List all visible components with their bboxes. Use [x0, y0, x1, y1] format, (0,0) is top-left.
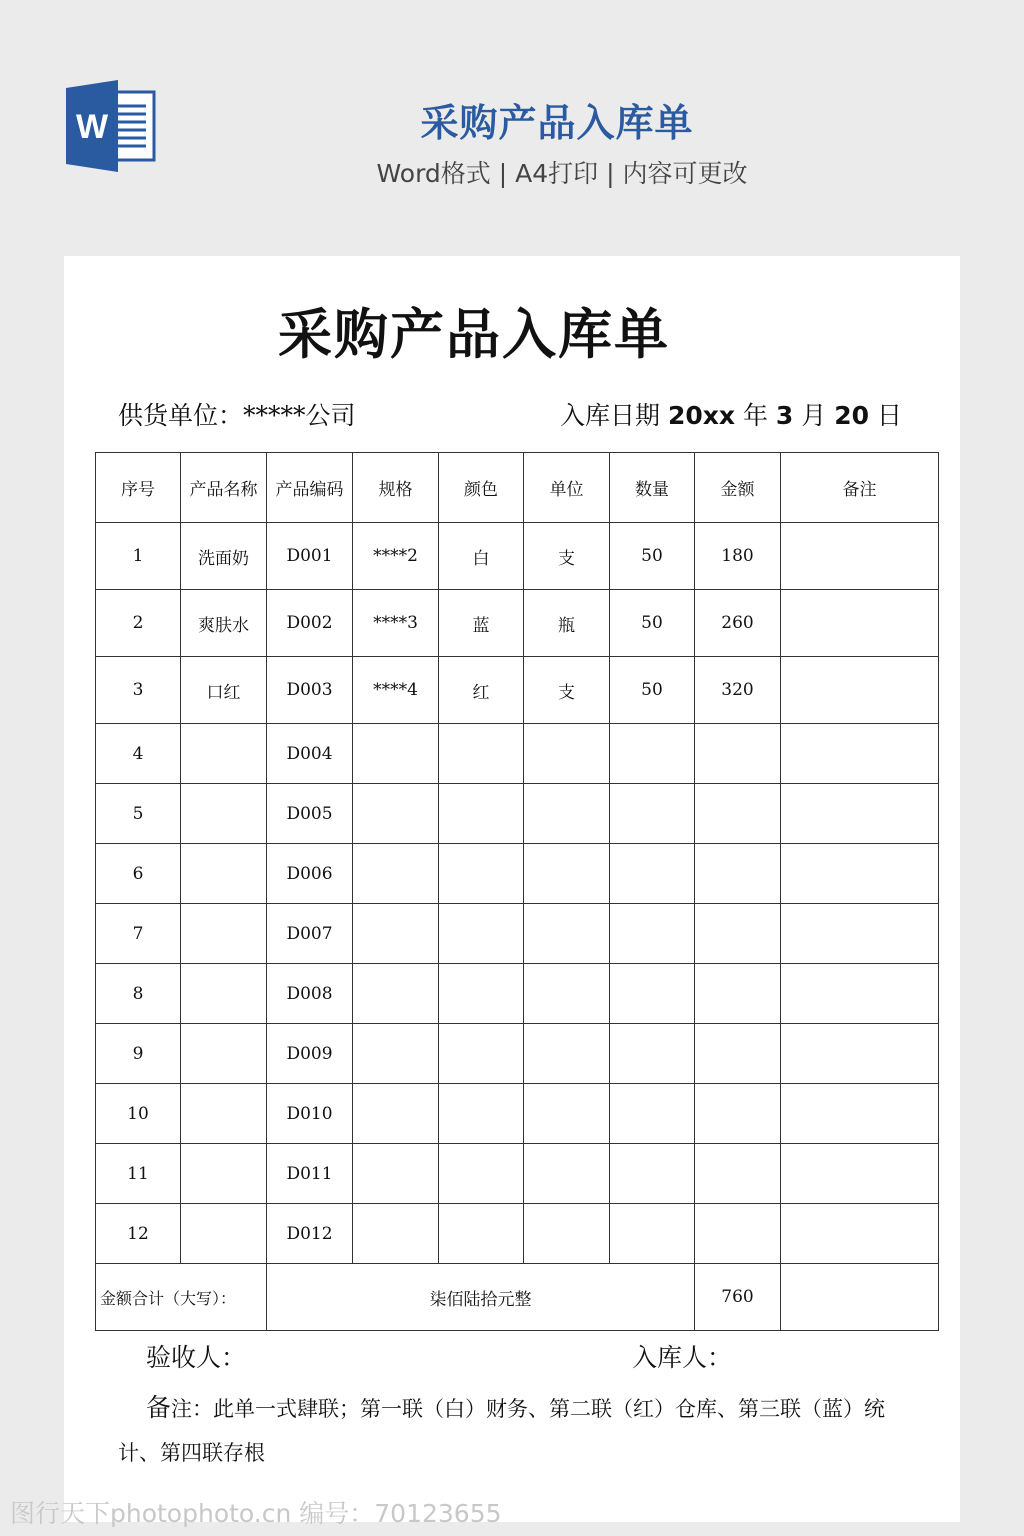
table-cell — [781, 1024, 939, 1084]
table-cell — [695, 1024, 781, 1084]
table-cell — [524, 784, 610, 844]
table-cell: ****4 — [353, 657, 439, 724]
table-cell — [439, 1204, 524, 1264]
table-cell — [610, 1204, 695, 1264]
table-cell: 红 — [439, 657, 524, 724]
table-cell — [610, 724, 695, 784]
table-cell — [524, 844, 610, 904]
table-row — [96, 657, 939, 724]
table-cell: D006 — [267, 844, 353, 904]
total-label: 金额合计（大写）： — [96, 1264, 267, 1331]
table-cell: D001 — [267, 523, 353, 590]
date-month-unit: 月 — [801, 401, 827, 430]
table-cell — [524, 904, 610, 964]
table-cell — [181, 844, 267, 904]
table-row — [96, 784, 939, 844]
table-row — [96, 590, 939, 657]
note-text: 注：此单一式肆联；第一联（白）财务、第二联（红）仓库、第三联（蓝）统计、第四联存根 — [118, 1397, 886, 1465]
total-in-words: 柒佰陆拾元整 — [267, 1264, 695, 1331]
table-cell — [524, 1144, 610, 1204]
table-cell — [781, 1084, 939, 1144]
date-year: 20xx — [667, 401, 735, 430]
column-header: 金额 — [695, 453, 781, 523]
table-cell — [781, 904, 939, 964]
table-cell: ****2 — [353, 523, 439, 590]
document-page — [64, 256, 960, 1522]
table-cell — [610, 904, 695, 964]
table-cell — [524, 964, 610, 1024]
total-remark — [781, 1264, 939, 1331]
table-row — [96, 964, 939, 1024]
column-header: 规格 — [353, 453, 439, 523]
table-cell — [610, 1084, 695, 1144]
table-cell: 口红 — [181, 657, 267, 724]
table-row — [96, 724, 939, 784]
table-cell: 白 — [439, 523, 524, 590]
table-row — [96, 523, 939, 590]
table-cell: 50 — [610, 657, 695, 724]
table-cell — [610, 1144, 695, 1204]
table-cell: 12 — [96, 1204, 181, 1264]
table-cell — [781, 844, 939, 904]
table-cell: 9 — [96, 1024, 181, 1084]
table-cell — [181, 964, 267, 1024]
table-cell — [695, 1084, 781, 1144]
table-cell — [353, 1084, 439, 1144]
date-day-unit: 日 — [876, 401, 902, 430]
table-cell — [781, 590, 939, 657]
table-cell: ****3 — [353, 590, 439, 657]
table-cell — [695, 964, 781, 1024]
table-cell: D003 — [267, 657, 353, 724]
table-cell — [353, 844, 439, 904]
table-cell: 支 — [524, 657, 610, 724]
table-cell: 50 — [610, 590, 695, 657]
table-cell — [695, 844, 781, 904]
table-cell: 180 — [695, 523, 781, 590]
entry-date — [560, 396, 902, 432]
table-cell — [353, 1024, 439, 1084]
table-cell: 11 — [96, 1144, 181, 1204]
table-cell — [781, 1144, 939, 1204]
table-cell — [439, 784, 524, 844]
table-cell: 1 — [96, 523, 181, 590]
table-cell: 支 — [524, 523, 610, 590]
table-cell — [439, 964, 524, 1024]
table-header-row — [96, 453, 939, 523]
table-row — [96, 1144, 939, 1204]
table-cell — [610, 844, 695, 904]
footnote — [118, 1386, 924, 1475]
receiver-label: 入库人： — [632, 1343, 733, 1372]
table-cell: 4 — [96, 724, 181, 784]
table-cell — [181, 784, 267, 844]
total-row — [96, 1264, 939, 1331]
table-cell: 3 — [96, 657, 181, 724]
table-cell — [181, 904, 267, 964]
table-cell: 6 — [96, 844, 181, 904]
total-amount: 760 — [695, 1264, 781, 1331]
column-header: 颜色 — [439, 453, 524, 523]
date-month: 3 — [775, 401, 794, 430]
table-cell — [181, 724, 267, 784]
table-cell — [353, 1144, 439, 1204]
table-cell — [524, 1084, 610, 1144]
table-row — [96, 1024, 939, 1084]
table-cell: D007 — [267, 904, 353, 964]
table-cell — [610, 1024, 695, 1084]
table-cell — [610, 964, 695, 1024]
table-cell: 7 — [96, 904, 181, 964]
table-row — [96, 1084, 939, 1144]
column-header: 序号 — [96, 453, 181, 523]
column-header: 备注 — [781, 453, 939, 523]
table-cell — [524, 1204, 610, 1264]
table-cell: 10 — [96, 1084, 181, 1144]
table-cell — [524, 724, 610, 784]
date-day: 20 — [834, 401, 870, 430]
table-row — [96, 1204, 939, 1264]
table-cell — [695, 724, 781, 784]
table-cell — [695, 1144, 781, 1204]
table-cell: 260 — [695, 590, 781, 657]
table-cell — [439, 844, 524, 904]
inspector-label: 验收人： — [146, 1343, 247, 1372]
table-cell: 洗面奶 — [181, 523, 267, 590]
document-title: 采购产品入库单 — [278, 302, 670, 366]
table-cell — [524, 1024, 610, 1084]
table-cell: D002 — [267, 590, 353, 657]
inventory-table — [95, 452, 939, 1331]
column-header: 单位 — [524, 453, 610, 523]
table-cell: D004 — [267, 724, 353, 784]
table-cell: D010 — [267, 1084, 353, 1144]
table-cell — [353, 724, 439, 784]
table-cell: D009 — [267, 1024, 353, 1084]
table-cell: 320 — [695, 657, 781, 724]
table-cell — [781, 784, 939, 844]
table-cell — [781, 1204, 939, 1264]
table-cell — [439, 1084, 524, 1144]
table-cell — [781, 523, 939, 590]
table-row — [96, 904, 939, 964]
table-row — [96, 844, 939, 904]
table-cell: 2 — [96, 590, 181, 657]
banner-title: 采购产品入库单 — [420, 101, 694, 145]
table-cell — [439, 724, 524, 784]
table-cell — [695, 784, 781, 844]
column-header: 产品编码 — [267, 453, 353, 523]
table-cell — [781, 657, 939, 724]
table-cell: D005 — [267, 784, 353, 844]
table-cell — [439, 904, 524, 964]
table-cell: 50 — [610, 523, 695, 590]
table-cell: D008 — [267, 964, 353, 1024]
table-cell: 瓶 — [524, 590, 610, 657]
table-cell: D012 — [267, 1204, 353, 1264]
supplier-field: 供货单位：*****公司 — [118, 401, 356, 430]
table-cell — [781, 724, 939, 784]
table-cell: 蓝 — [439, 590, 524, 657]
banner-subtitle: Word格式 | A4打印 | 内容可更改 — [376, 159, 748, 188]
table-cell — [353, 1204, 439, 1264]
table-cell — [181, 1024, 267, 1084]
table-cell — [439, 1024, 524, 1084]
date-label: 入库日期 — [559, 401, 660, 430]
table-cell — [610, 784, 695, 844]
note-lead: 备 — [146, 1393, 172, 1422]
column-header: 数量 — [610, 453, 695, 523]
table-cell — [695, 1204, 781, 1264]
table-cell — [353, 964, 439, 1024]
table-cell: 8 — [96, 964, 181, 1024]
date-year-unit: 年 — [742, 401, 768, 430]
column-header: 产品名称 — [181, 453, 267, 523]
table-cell — [439, 1144, 524, 1204]
table-cell: 5 — [96, 784, 181, 844]
table-cell — [781, 964, 939, 1024]
table-cell: D011 — [267, 1144, 353, 1204]
table-cell — [695, 904, 781, 964]
table-cell: 爽肤水 — [181, 590, 267, 657]
word-icon-letter: W — [75, 108, 109, 146]
table-cell — [181, 1144, 267, 1204]
table-cell — [181, 1084, 267, 1144]
watermark: 图行天下photophoto.cn 编号：70123655 — [10, 1499, 502, 1528]
table-cell — [353, 784, 439, 844]
table-cell — [181, 1204, 267, 1264]
table-cell — [353, 904, 439, 964]
